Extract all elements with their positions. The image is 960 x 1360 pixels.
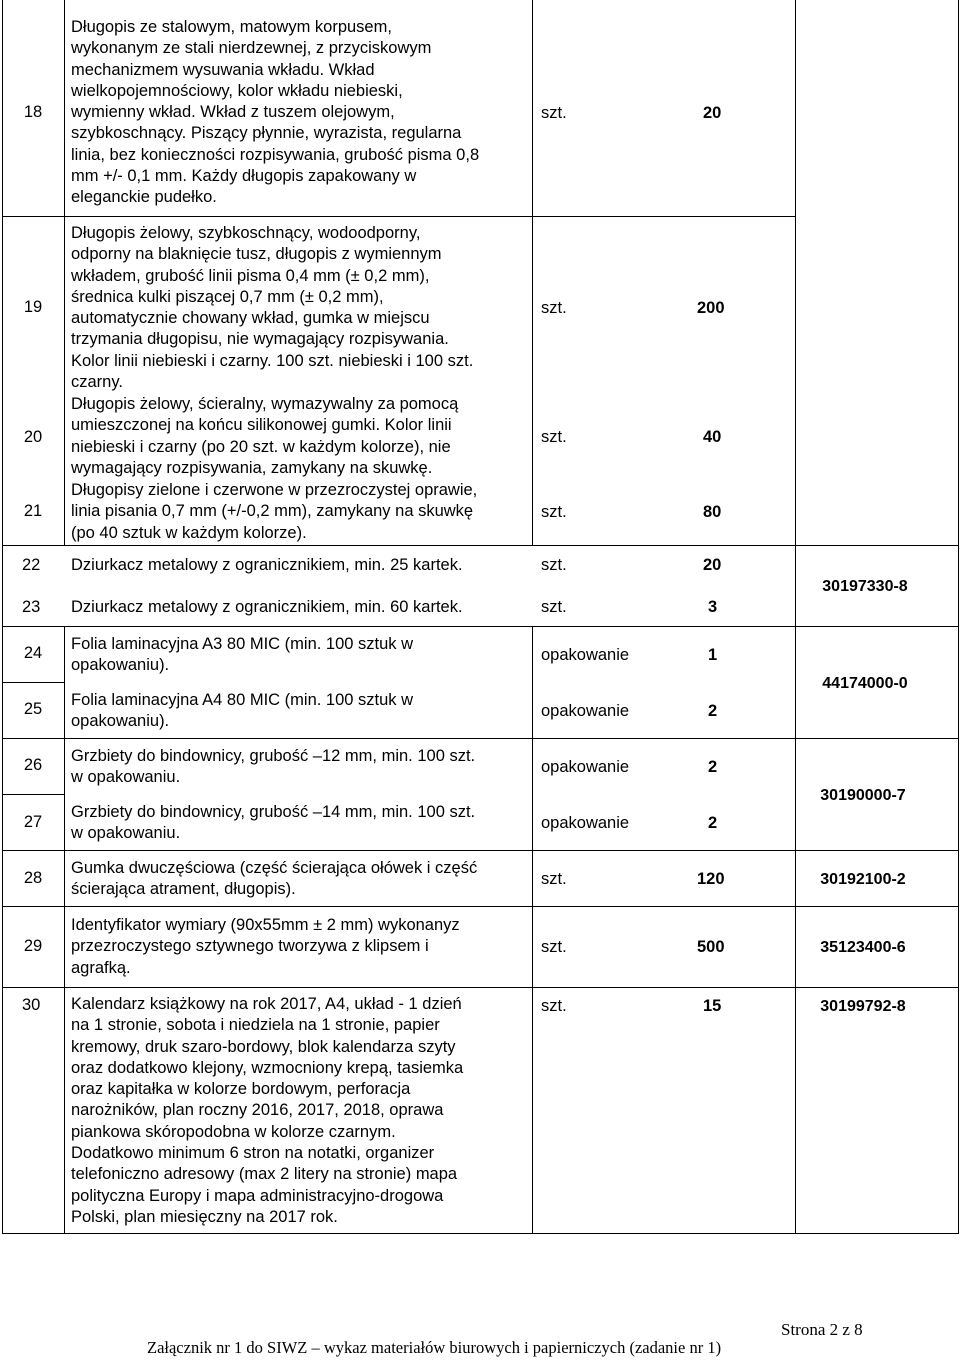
unit-label: opakowanie — [541, 758, 630, 776]
desc-line: Kolor linii niebieski i czarny. 100 szt. niebieski i 100 szt. — [71, 351, 474, 370]
row-number: 26 — [23, 756, 43, 774]
desc-line: wkładem, grubość linii pisma 0,4 mm (± 0,2 mm), — [71, 266, 430, 285]
cpv-code: 30192100-2 — [820, 871, 906, 888]
desc-line: w opakowaniu. — [71, 824, 181, 843]
row-description — [71, 802, 475, 845]
quantity: 200 — [697, 299, 725, 317]
quantity: 15 — [703, 997, 722, 1015]
unit-label: szt. — [541, 104, 567, 122]
row-description — [71, 858, 477, 901]
quantity: 500 — [697, 938, 725, 956]
desc-line: mechanizmem wysuwania wkładu. Wkład — [71, 60, 375, 79]
desc-line: polityczna Europy i mapa administracyjno-drogowa — [71, 1186, 444, 1205]
desc-line: oraz kapitałka w kolorze bordowym, perforacja — [71, 1080, 411, 1099]
unit-label: szt. — [541, 556, 567, 574]
row-description — [71, 915, 460, 979]
unit-label: szt. — [541, 428, 567, 446]
quantity: 2 — [708, 758, 718, 776]
row-number: 30 — [22, 996, 41, 1014]
row-description — [71, 17, 479, 209]
row-number: 24 — [23, 644, 43, 662]
desc-line: opakowaniu). — [71, 656, 170, 675]
quantity: 80 — [703, 503, 722, 521]
desc-line: Długopis ze stalowym, matowym korpusem, — [71, 18, 392, 36]
row-description: Dziurkacz metalowy z ogranicznikiem, min. 25 kartek. — [71, 556, 463, 574]
desc-line: agrafką. — [71, 958, 131, 977]
desc-line: Długopisy zielone i czerwone w przezroczystej oprawie, — [71, 481, 478, 499]
desc-line: linia, bez konieczności rozpisywania, grubość pisma 0,8 — [71, 145, 480, 164]
row-number: 28 — [23, 869, 43, 887]
desc-line: eleganckie pudełko. — [71, 188, 217, 207]
row-number: 29 — [23, 937, 43, 955]
unit-label: szt. — [541, 938, 567, 956]
row-description — [71, 634, 413, 677]
desc-line: wymienny wkład. Wkład z tuszem olejowym, — [71, 103, 395, 122]
desc-line: Folia laminacyjna A3 80 MIC (min. 100 sztuk w — [71, 635, 414, 653]
row-description — [71, 994, 463, 1228]
desc-line: Polski, plan miesięczny na 2017 rok. — [71, 1207, 338, 1226]
unit-label: opakowanie — [541, 814, 630, 832]
row-number: 19 — [23, 298, 43, 316]
quantity: 20 — [703, 104, 722, 122]
row-number: 25 — [23, 700, 43, 718]
desc-line: Dodatkowo minimum 6 stron na notatki, organizer — [71, 1144, 435, 1163]
quantity: 2 — [708, 702, 718, 720]
cpv-code: 30197330-8 — [822, 578, 908, 595]
desc-line: narożników, plan roczny 2016, 2017, 2018, oprawa — [71, 1101, 444, 1120]
desc-line: odporny na blaknięcie tusz, długopis z wymiennym — [71, 245, 442, 264]
row-number: 20 — [23, 428, 43, 446]
desc-line: piankowa skóropodobna w kolorze czarnym. — [71, 1122, 396, 1141]
unit-label: szt. — [541, 598, 567, 616]
desc-line: wymagający rozpisywania, zamykany na skuwkę. — [71, 458, 433, 477]
row-description: Dziurkacz metalowy z ogranicznikiem, min. 60 kartek. — [71, 598, 463, 616]
desc-line: kremowy, druk szaro-bordowy, blok kalendarza szyty — [71, 1037, 456, 1056]
quantity: 2 — [708, 814, 718, 832]
row-number: 22 — [22, 556, 41, 574]
unit-label: szt. — [541, 870, 567, 888]
quantity: 40 — [703, 428, 722, 446]
row-number: 27 — [23, 813, 43, 831]
row-number: 18 — [23, 103, 43, 121]
row-description — [71, 480, 477, 544]
cpv-code: 44174000-0 — [822, 675, 908, 692]
desc-line: Folia laminacyjna A4 80 MIC (min. 100 sztuk w — [71, 691, 414, 709]
desc-line: telefoniczno adresowy (max 2 litery na stronie) mapa — [71, 1165, 458, 1184]
desc-line: mm +/- 0,1 mm. Każdy długopis zapakowany w — [71, 167, 417, 186]
row-description — [71, 223, 473, 393]
desc-line: oraz dodatkowo klejony, wzmocniony krepą, tasiemka — [71, 1058, 464, 1077]
desc-line: linia pisania 0,7 mm (+/-0,2 mm), zamykany na skuwkę — [71, 502, 474, 521]
unit-label: szt. — [541, 997, 567, 1015]
desc-line: Grzbiety do bindownicy, grubość –12 mm, min. 100 szt. — [71, 747, 476, 765]
row-description — [71, 394, 458, 479]
desc-line: Długopis żelowy, ścieralny, wymazywalny za pomocą — [71, 395, 459, 413]
quantity: 20 — [703, 556, 722, 574]
cpv-code: 30199792-8 — [820, 998, 906, 1015]
desc-line: średnica kulki piszącej 0,7 mm (± 0,2 mm), — [71, 287, 384, 306]
unit-label: szt. — [541, 503, 567, 521]
cpv-code: 30190000-7 — [820, 787, 906, 804]
desc-line: umieszczonej na końcu silikonowej gumki. Kolor linii — [71, 416, 452, 435]
desc-line: szybkoschnący. Piszący płynnie, wyrazista, regularna — [71, 124, 462, 143]
row-description — [71, 690, 413, 733]
desc-line: Grzbiety do bindownicy, grubość –14 mm, min. 100 szt. — [71, 803, 476, 821]
desc-line: Długopis żelowy, szybkoschnący, wodoodporny, — [71, 224, 421, 242]
quantity: 120 — [697, 870, 725, 888]
unit-label: szt. — [541, 299, 567, 317]
desc-line: trzymania długopisu, nie wymagający rozpisywania. — [71, 330, 449, 349]
desc-line: czarny. — [71, 373, 123, 392]
desc-line: Gumka dwuczęściowa (część ścierająca ołówek i część — [71, 859, 478, 877]
desc-line: wielkopojemnościowy, kolor wkładu niebieski, — [71, 81, 403, 100]
desc-line: Kalendarz książkowy na rok 2017, A4, układ - 1 dzień — [71, 995, 462, 1013]
desc-line: przezroczystego sztywnego tworzywa z klipsem i — [71, 937, 429, 956]
unit-label: opakowanie — [541, 646, 630, 664]
desc-line: Identyfikator wymiary (90x55mm ± 2 mm) wykonanyz — [71, 916, 460, 934]
page-number: Strona 2 z 8 — [781, 1320, 863, 1339]
row-description — [71, 746, 475, 789]
desc-line: ścierająca atrament, długopis). — [71, 880, 296, 899]
desc-line: niebieski i czarny (po 20 szt. w każdym kolorze), nie — [71, 437, 451, 456]
footer-caption: Załącznik nr 1 do SIWZ – wykaz materiałów biurowych i papierniczych (zadanie nr 1) — [147, 1338, 722, 1357]
row-number: 23 — [22, 598, 41, 616]
unit-label: opakowanie — [541, 702, 630, 720]
quantity: 1 — [708, 646, 718, 664]
desc-line: na 1 stronie, sobota i niedziela na 1 stronie, papier — [71, 1016, 440, 1035]
desc-line: automatycznie chowany wkład, gumka w miejscu — [71, 309, 430, 328]
desc-line: wykonanym ze stali nierdzewnej, z przyciskowym — [71, 39, 432, 58]
row-number: 21 — [23, 502, 43, 520]
desc-line: opakowaniu). — [71, 712, 170, 731]
desc-line: w opakowaniu. — [71, 768, 181, 787]
desc-line: (po 40 sztuk w każdym kolorze). — [71, 523, 307, 542]
quantity: 3 — [708, 598, 718, 616]
cpv-code: 35123400-6 — [820, 939, 906, 956]
